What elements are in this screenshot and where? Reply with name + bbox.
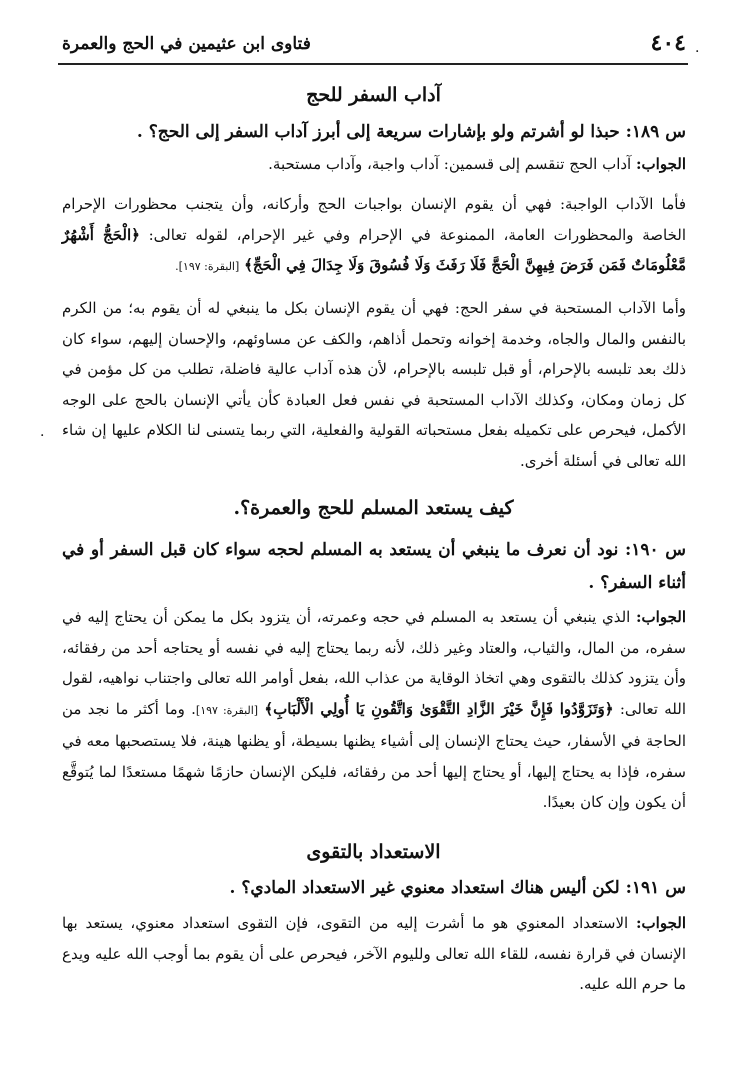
obligatory-etiquette-text: فأما الآداب الواجبة: فهي أن يقوم الإنسان بواجبات الحج وأركانه، وأن يتجنب محظورات الإحرام الخاصة والمحظورات العامة، الممنوعة في الإحرام وفي غير الإحرام، لقوله تعالى: bbox=[62, 195, 686, 244]
scan-mark: · bbox=[695, 44, 700, 60]
question-189: س ١٨٩: حبذا لو أشرتم ولو بإشارات سريعة إلى أبرز آداب السفر إلى الحج؟ . bbox=[136, 122, 686, 142]
answer-190-text: الذي ينبغي أن يستعد به المسلم في حجه وعمرته، أن يتزود بكل ما يمكن أن يحتاج إليه في سفره، من المال، والثياب، والعتاد وغير ذلك، لأنه ربما يحتاج إليه في نفسه أو يحتاجه أحد من رفقائه، وأن يتزود كذلك بالتقوى وهي اتخاذ الوقاية من عذاب الله، بفعل أوامر الله تعالى واجتناب نواهيه، لقول الله تعالى: bbox=[62, 608, 686, 718]
verse-reference: [البقرة: ١٩٧] bbox=[195, 703, 259, 717]
answer-label: الجواب: bbox=[636, 608, 686, 626]
quran-verse-hajj-months: ﴿الْحَجُّ أَشْهُرٌ مَّعْلُومَاتٌ فَمَن فَرَضَ فِيهِنَّ الْحَجَّ فَلَا رَفَثَ وَلَا فُسُوقَ وَلَا جِدَالَ فِي الْحَجِّ﴾ bbox=[62, 225, 686, 274]
answer-191-text: الاستعداد المعنوي هو ما أشرت إليه من التقوى، فإن التقوى استعداد معنوي، يستعد بها الإنسان في قرارة نفسه، للقاء الله تعالى ولليوم الآخر، فيحرص على أن يقوم بما أوجب الله عليه ويدع ما حرم الله عليه. bbox=[62, 914, 686, 993]
answer-189-text: آداب الحج تنقسم إلى قسمين: آداب واجبة، وآداب مستحبة. bbox=[268, 155, 636, 173]
header-divider bbox=[58, 63, 688, 65]
answer-label: الجواب: bbox=[636, 155, 686, 173]
verse-reference: [البقرة: ١٩٧]. bbox=[175, 260, 240, 273]
question-191: س ١٩١: لكن أليس هناك استعداد معنوي غير الاستعداد المادي؟ . bbox=[229, 878, 686, 898]
answer-190 bbox=[62, 602, 686, 818]
question-190: س ١٩٠: نود أن نعرف ما ينبغي أن يستعد به المسلم لحجه سواء كان قبل السفر أو في أثناء السفر؟ . bbox=[62, 540, 686, 593]
answer-189-intro bbox=[62, 149, 686, 180]
scan-mark: · bbox=[40, 428, 45, 444]
paragraph-recommended-etiquette: وأما الآداب المستحبة في سفر الحج: فهي أن يقوم الإنسان بكل ما ينبغي له أن يقوم به؛ من الكرم بالنفس والمال والجاه، وخدمة إخوانه وتحمل أذاهم، والكف عن مساوئهم، والإحسان إليهم، سواء كان ذلك بعد تلبسه بالإحرام، أو قبل تلبسه بالإحرام، لأن هذه آداب عالية فاضلة، تطلب من كل مؤمن في كل زمان ومكان، وكذلك الآداب المستحبة في نفس فعل العبادة كأن يأتي الإنسان بالحج على الوجه الأكمل، فيحرص على تكميله بفعل مستحباته القولية والفعلية، التي ربما يتسنى لنا الكلام عليها إن شاء الله تعالى في أسئلة أخرى. bbox=[62, 299, 686, 470]
section-title-piety: الاستعداد بالتقوى bbox=[306, 841, 441, 863]
answer-label: الجواب: bbox=[636, 914, 686, 932]
section-title-preparation: كيف يستعد المسلم للحج والعمرة؟. bbox=[233, 497, 514, 519]
section-title-travel-etiquette: آداب السفر للحج bbox=[306, 84, 441, 106]
answer-190-continuation: . وما أكثر ما نجد من الحاجة في الأسفار، حيث يحتاج الإنسان إلى أشياء يظنها بسيطة، أو يظنها هينة، فلا يستصحبها معه في سفره، فإذا به يحتاج إليها، أو يحتاج إليها أحد من رفقائه، فليكن الإنسان حازمًا شهمًا مستعدًا لما يُتوقَّع أن يكون وإن كان بعيدًا. bbox=[62, 699, 686, 811]
page-header bbox=[58, 30, 688, 60]
running-title: فتاوى ابن عثيمين في الحج والعمرة bbox=[62, 34, 311, 54]
quran-verse-provision: ﴿وَتَزَوَّدُوا فَإِنَّ خَيْرَ الزَّادِ التَّقْوَىٰ وَاتَّقُونِ يَا أُولِي الْأَلْبَابِ﴾ bbox=[264, 699, 614, 718]
paragraph-obligatory-etiquette bbox=[62, 189, 686, 283]
page-number: ٤٠٤ bbox=[650, 30, 686, 56]
answer-191 bbox=[62, 908, 686, 1000]
